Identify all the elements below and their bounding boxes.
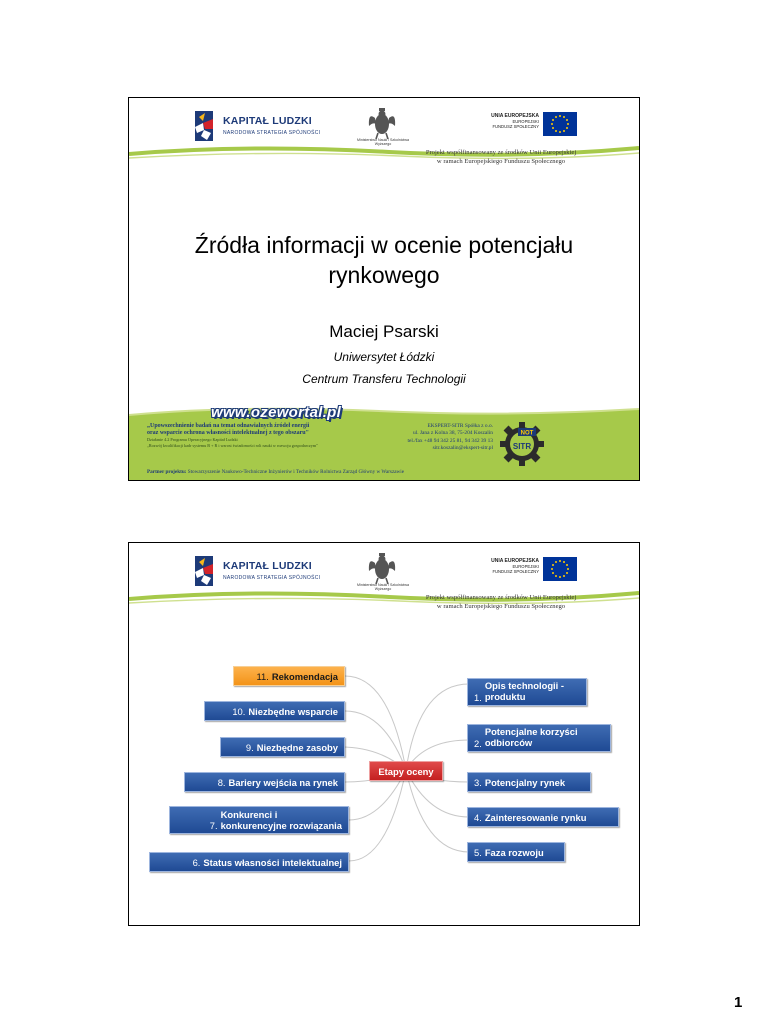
- stage-8-box: [184, 772, 345, 792]
- affiliation-center: Centrum Transferu Technologii: [302, 372, 466, 386]
- stage-10-label: Niezbędne wsparcie: [248, 705, 338, 717]
- stage-1-box: [467, 678, 587, 706]
- stage-7-label-line1: Konkurenci i: [220, 809, 278, 820]
- stage-4-box: [467, 807, 619, 827]
- contact-info: [375, 423, 493, 453]
- stage-3-label: Potencjalny rynek: [484, 776, 566, 788]
- sitr-gear-logo-icon: [499, 421, 545, 467]
- affiliation-university: Uniwersytet Łódzki: [333, 350, 435, 364]
- cofinancing-note: [411, 593, 591, 611]
- footer-wave: [129, 401, 639, 423]
- stage-6-number: 6.: [192, 856, 201, 868]
- eu-label: UNIA EUROPEJSKA: [491, 113, 539, 119]
- page-number: 1: [734, 994, 743, 1011]
- kapital-ludzki-title: KAPITAŁ LUDZKI: [223, 115, 312, 127]
- center-node: Etapy oceny: [369, 761, 443, 781]
- project-name-line1: „Upowszechnienie badań na temat odnawialnych źródeł energii: [147, 423, 310, 429]
- project-partner: [147, 469, 627, 475]
- cofinancing-line2: w ramach Europejskiego Funduszu Społecznego: [436, 158, 566, 165]
- eu-flag-icon: [543, 557, 577, 581]
- ministry-label: Ministerstwo Nauki i Szkolnictwa Wyższego: [357, 138, 409, 147]
- stage-7-label-line2: konkurencyjne rozwiązania: [220, 820, 342, 831]
- eu-fund-line1: EUROPEJSKI: [512, 119, 539, 124]
- company-phone: tel./fax +48 94 342 25 81, 94 342 39 13: [407, 437, 493, 444]
- cofinancing-note: [411, 148, 591, 166]
- stage-3-box: [467, 772, 591, 792]
- program-line2: „Rozwój kwalifikacji kadr systemu B + R i wzrost świadomości roli nauki w rozwoju gospodarczym": [147, 443, 318, 449]
- stage-1-number: 1.: [474, 692, 482, 703]
- program-line1: Działanie 4.2 Programu Operacyjnego Kapitał Ludzki: [147, 436, 238, 442]
- eu-fund-line2: FUNDUSZ SPOŁECZNY: [492, 569, 539, 574]
- stage-10-number: 10.: [232, 705, 246, 717]
- stage-2-label-line2: odbiorców: [484, 737, 533, 748]
- stage-4-number: 4.: [474, 811, 482, 823]
- website-banner: www.ozewortal.pl: [211, 404, 342, 421]
- stage-2-box: [467, 724, 611, 752]
- assessment-stages-diagram: [129, 623, 639, 925]
- stage-1-label-line2: produktu: [484, 691, 526, 702]
- title-line2: rynkowego: [328, 262, 440, 288]
- stage-11-number: 11.: [256, 670, 269, 682]
- cofinancing-line2: w ramach Europejskiego Funduszu Społecznego: [436, 603, 566, 610]
- partner-name: Stowarzyszenie Naukowo-Techniczne Inżynierów i Techników Rolnictwa Zarząd Główny w Warszawie: [187, 469, 405, 475]
- stage-7-number: 7.: [209, 820, 218, 831]
- kapital-ludzki-subtitle: NARODOWA STRATEGIA SPÓJNOŚCI: [223, 130, 321, 136]
- stage-1-label-line1: Opis technologii -: [484, 680, 564, 691]
- stage-2-number: 2.: [474, 738, 482, 749]
- stage-5-box: [467, 842, 565, 862]
- stage-2-label-line1: Potencjalne korzyści: [484, 726, 578, 737]
- polish-eagle-emblem-icon: [367, 106, 397, 140]
- stage-7-box: [169, 806, 349, 834]
- slide-1: [128, 97, 640, 481]
- polish-eagle-emblem-icon: [367, 551, 397, 585]
- company-address: ul. Jana z Kolna 38, 75-204 Koszalin: [413, 430, 493, 437]
- project-description: [147, 423, 387, 450]
- slide-header: [129, 98, 639, 176]
- slide-header: [129, 543, 639, 621]
- sitr-logo-text: SITR: [512, 442, 532, 451]
- title-line1: Źródła informacji w ocenie potencjału: [194, 232, 574, 258]
- slide-2: [128, 542, 640, 926]
- project-name-line2: oraz wsparcie ochrona własności intelektualnej z tego obszaru": [147, 429, 309, 436]
- cofinancing-line1: Projekt współfinansowany ze środków Unii Europejskiej: [425, 149, 577, 156]
- ministry-label: Ministerstwo Nauki i Szkolnictwa Wyższego: [357, 583, 409, 592]
- stage-11-label: Rekomendacja: [271, 670, 338, 682]
- not-badge-text: NOT: [520, 430, 534, 437]
- stage-5-number: 5.: [474, 846, 482, 858]
- eu-label: UNIA EUROPEJSKA: [491, 558, 539, 564]
- stage-5-label: Faza rozwoju: [484, 846, 544, 858]
- stage-8-number: 8.: [217, 776, 226, 788]
- partner-label: Partner projektu:: [147, 469, 187, 475]
- eu-fund-line1: EUROPEJSKI: [512, 564, 539, 569]
- project-footer: [129, 401, 639, 480]
- stage-8-label: Bariery wejścia na rynek: [228, 776, 338, 788]
- eu-text: [483, 558, 539, 574]
- eu-logo: [483, 112, 579, 136]
- stage-9-number: 9.: [245, 741, 254, 753]
- stage-6-box: [149, 852, 349, 872]
- author-name: Maciej Psarski: [329, 322, 439, 341]
- cofinancing-line1: Projekt współfinansowany ze środków Unii Europejskiej: [425, 594, 577, 601]
- eu-flag-icon: [543, 112, 577, 136]
- eu-logo: [483, 557, 579, 581]
- eu-text: [483, 113, 539, 129]
- kapital-ludzki-subtitle: NARODOWA STRATEGIA SPÓJNOŚCI: [223, 575, 321, 581]
- kapital-ludzki-title: KAPITAŁ LUDZKI: [223, 560, 312, 572]
- company-email: sitr.koszalin@ekspert-sitr.pl: [432, 445, 493, 452]
- stage-9-label: Niezbędne zasoby: [256, 741, 338, 753]
- stage-3-number: 3.: [474, 776, 482, 788]
- stage-10-box: [204, 701, 345, 721]
- stage-9-box: [220, 737, 345, 757]
- stage-11-box: [233, 666, 345, 686]
- stage-4-label: Zainteresowanie rynku: [484, 811, 587, 823]
- stage-6-label: Status własności intelektualnej: [203, 856, 342, 868]
- eu-fund-line2: FUNDUSZ SPOŁECZNY: [492, 124, 539, 129]
- company-name: EKSPERT-SITR Spółka z o.o.: [427, 423, 493, 429]
- presentation-title: [149, 230, 619, 290]
